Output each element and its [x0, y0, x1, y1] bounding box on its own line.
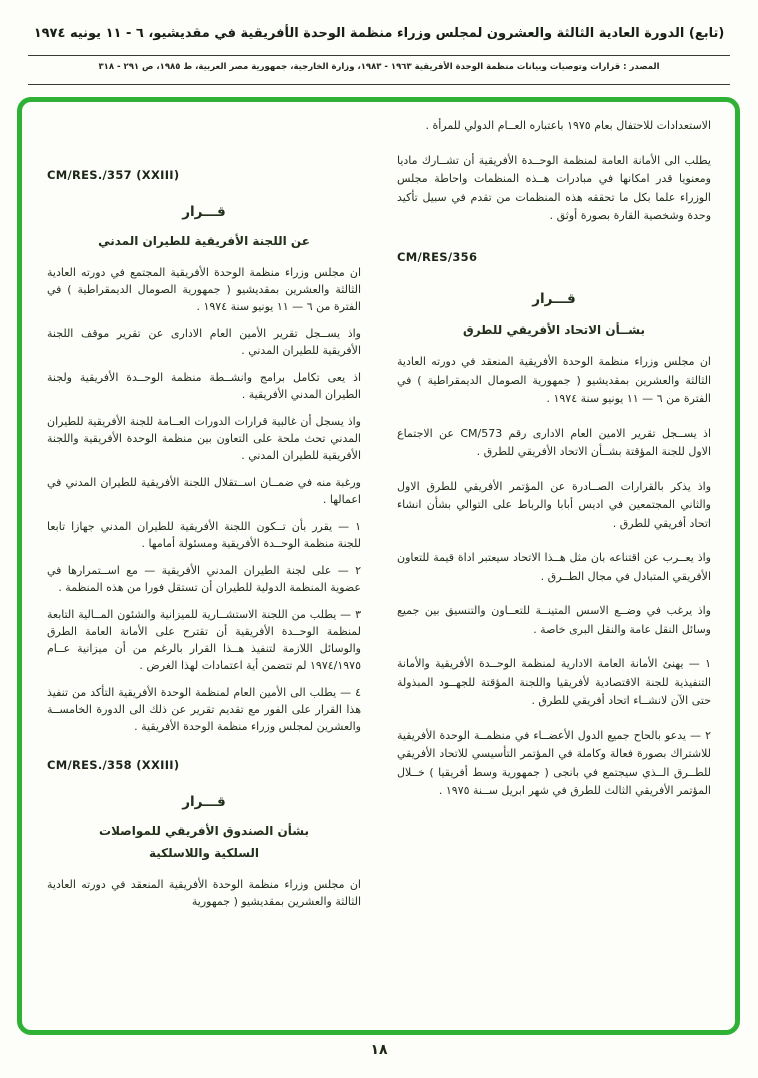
paragraph-item-4-follow-up: ٤ — يطلب الى الأمين العام لمنظمة الوحدة الأفريقية التأكد من تنفيذ هذا القرار على الفور مع تقديم تقرير عن ذلك الى الدورة الخامســة والعشرين لمجلس وزراء منظمة الوحدة الأفريقية . — [47, 686, 361, 733]
header-divider-bottom — [28, 84, 730, 85]
paragraph-secretariat-request: يطلب الى الأمانة العامة لمنظمة الوحــدة الأفريقية أن تشــارك ماديا ومعنويا قدر امكانها في مبادرات هــذه المنظمات واحاطة مجلس الوزراء علما بكل ما تحققه هذه المنظمات من تقدم في سبيل تأكيد وحدة وشخصية القارة بصورة أوثق . — [397, 153, 711, 222]
paragraph-item-2-invites: ٢ — يدعو بالحاح جميع الدول الأعضــاء في منظمــة الوحدة الأفريقية للاشتراك بصورة فعالة وكاملة في المؤتمر التأسيسي للاتحاد الأفريقي للطــرق الــذي سيجتمع في بانجى ( جمهورية وسط أفريقيا ) خــلال المؤتمر الأفريقي الثالث للطرق في شهر ابريل ســنة ١٩٧٥ . — [397, 728, 711, 797]
paragraph-conviction-cooperation: واذ يعــرب عن اقتناعه بان مثل هــذا الاتحاد سيعتبر اداة قيمة للتعاون الأفريقي المتبادل في مجال الطــرق . — [397, 551, 711, 583]
paragraph-noting-resolutions: واذ يسجل أن غالبية قرارات الدورات العــامة للجنة الأفريقية للطيران المدني تحث ملحة على التعاون بين منظمة الوحدة الأفريقية واللجنة الأفريقية للطيران المدني . — [47, 415, 361, 462]
resolution-subject-roads-union: بشــأن الاتحاد الأفريقي للطرق — [462, 322, 645, 337]
paragraph-sg-report: واذ يســجل تقرير الأمين العام الادارى عن تقرير موقف اللجنة الأفريقية للطيران المدني . — [47, 327, 361, 357]
paragraph-desiring-foundations: واذ يرغب في وضــع الاسس المتينــة للتعــاون والتنسيق بين جميع وسائل النقل عامة والنقل البرى خاصة . — [397, 604, 711, 636]
resolution-subject-telecom-fund-line1: بشأن الصندوق الأفريقي للمواصلات — [99, 824, 309, 838]
paragraph-women-year: الاستعدادات للاحتفال بعام ١٩٧٥ باعتباره العــام الدولي للمرأة . — [425, 119, 711, 132]
page-number: ١٨ — [370, 1042, 388, 1058]
paragraph-council-session: ان مجلس وزراء منظمة الوحدة الأفريقية المنعقد في دورته العادية الثالثة والعشرين بمقديشيو ( جمهورية الصومال الديمقراطية ) في الفترة من ٦ — ١١ يونيو سنة ١٩٧٤ . — [397, 355, 711, 405]
paragraph-council-session: ان مجلس وزراء منظمة الوحدة الأفريقية المجتمع في دورته العادية الثالثة والعشرين بمقديشيو ( جمهورية الصومال الديمقراطية ) في الفترة من ٦ — ١١ يونيو سنة ١٩٧٤ . — [47, 266, 361, 313]
green-border-frame — [17, 97, 740, 1035]
paragraph-item-2-commission: ٢ — على لجنة الطيران المدني الأفريقية — مع اســتمرارها في عضوية المنظمة الدولية للطيران أن تستقل فورا من هذه المنظمة . — [47, 564, 361, 594]
page-header-source: المصدر : قرارات وتوصيات وبيانات منظمة الوحدة الأفريقية ١٩٦٣ - ١٩٨٣، وزارة الخارجية، جمهورية مصر العربية، ط ١٩٨٥، ص ٢٩١ - ٣١٨ — [98, 62, 660, 72]
paragraph-desiring-independence: ورغبة منه في ضمــان اســتقلال اللجنة الأفريقية للطيران المدني في اعمالها . — [47, 476, 361, 506]
column-right — [397, 117, 711, 1015]
two-column-layout — [46, 117, 711, 1015]
resolution-subject-civil-aviation: عن اللجنة الأفريقية للطيران المدني — [98, 234, 310, 248]
column-left — [47, 117, 361, 1015]
resolution-ref-cm-res-357: CM/RES./357 (XXIII) — [47, 168, 180, 182]
resolution-heading: قـــرار — [182, 204, 226, 220]
paragraph-item-3-budget: ٣ — يطلب من اللجنة الاستشــارية للميزانية والشئون المــالية التابعة لمنظمة الوحــدة الأفريقية أن تقترح على الأمانة العامة الطرق والوسائل اللازمة لتنفيذ هــذا القرار بالرغم من أن ميزانية عــام ١٩٧٤/١٩٧٥ لم تتضمن أية اعتمادات لهذا الغرض . — [47, 608, 361, 672]
resolution-ref-cm-res-358: CM/RES./358 (XXIII) — [47, 758, 180, 772]
header-divider-top — [28, 55, 730, 56]
paragraph-recalling-conferences: واذ يذكر بالقرارات الصــادرة عن المؤتمر الأفريقي للطرق الاول والثاني المجتمعين في اديس أبابا والرباط على التوالي بشأن انشاء اتحاد أفريقي للطرق . — [397, 479, 711, 530]
paragraph-aware-integration: اذ يعى تكامل برامج وانشــطة منظمة الوحــدة الأفريقية ولجنة الطيران المدني الأفريقية . — [47, 371, 361, 401]
resolution-heading: قـــرار — [182, 794, 226, 810]
paragraph-item-1-congratulates: ١ — يهنئ الأمانة العامة الادارية لمنظمة الوحــدة الأفريقية والأمانة التنفيذية للجنة الاقتصادية لأفريقيا واللجنة المؤقتة للجهــود المبذولة حتى الآن لانشــاء اتحاد أفريقي للطرق . — [397, 657, 711, 707]
paragraph-item-1-decides: ١ — يقرر بأن تــكون اللجنة الأفريقية للطيران المدني جهازا تابعا للجنة منظمة الوحــدة الأفريقية ومسئولة أمامها . — [47, 520, 361, 550]
paragraph-council-session-partial: ان مجلس وزراء منظمة الوحدة الأفريقية المنعقد في دورته العادية الثالثة والعشرين بمقديشيو ( جمهورية — [47, 878, 361, 908]
resolution-subject-telecom-fund-line2: السلكية واللاسلكية — [148, 846, 260, 860]
page-header-title: (تابع) الدورة العادية الثالثة والعشرون لمجلس وزراء منظمة الوحدة الأفريقية في مقديشيو، ٦ - ١١ يونيه ١٩٧٤ — [33, 26, 725, 41]
paragraph-sg-report-cm573: اذ يســجل تقرير الامين العام الادارى رقم CM/573 عن الاجتماع الاول للجنة المؤقتة بشــأن الاتحاد الأفريقي للطرق . — [397, 426, 711, 458]
resolution-ref-cm-res-356: CM/RES/356 — [397, 249, 478, 264]
resolution-heading: قـــرار — [532, 291, 576, 307]
